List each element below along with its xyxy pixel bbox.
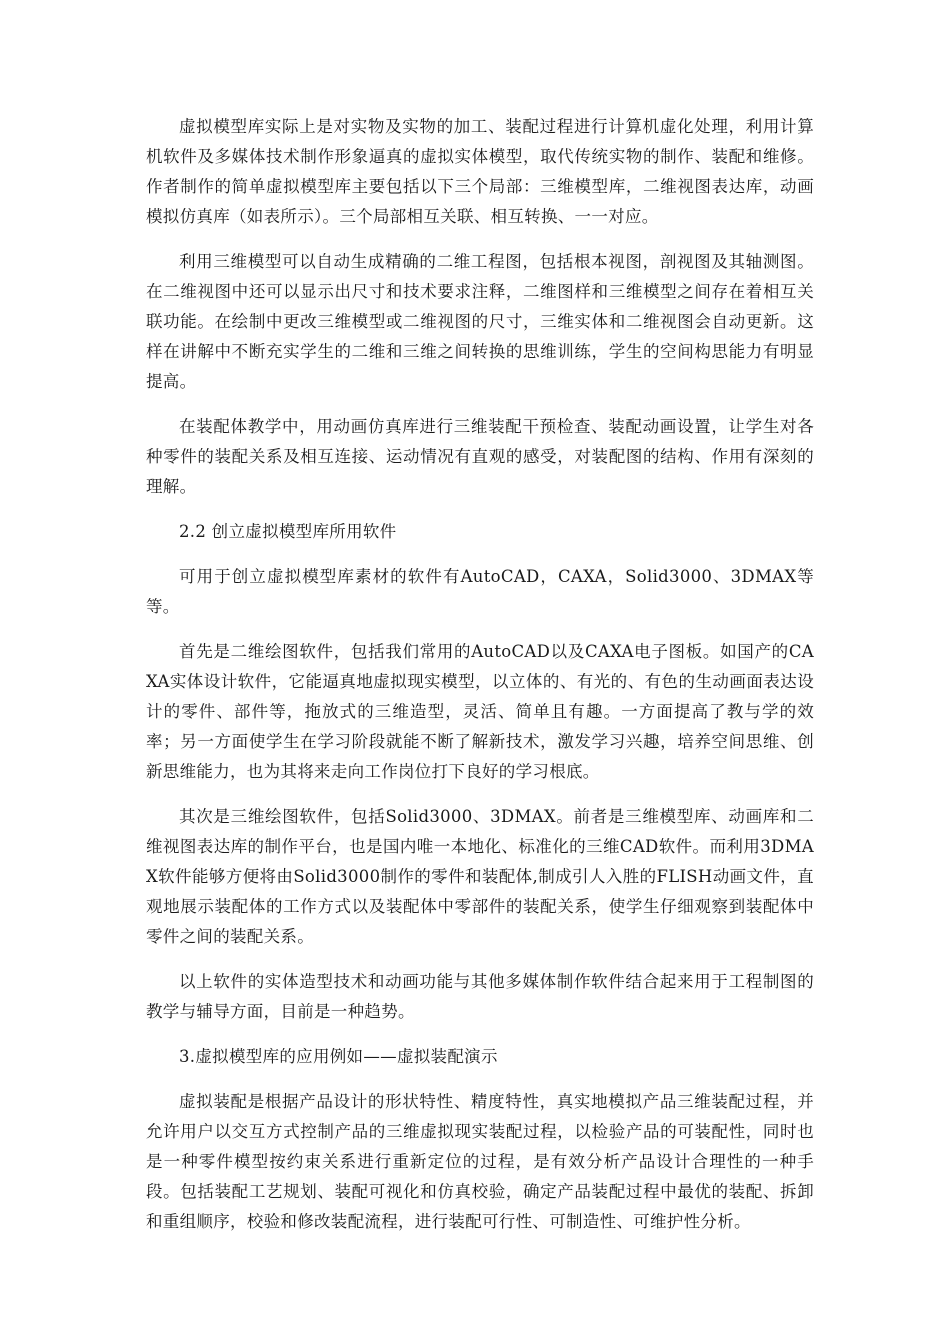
paragraph-assembly-teaching: 在装配体教学中，用动画仿真库进行三维装配干预检查、装配动画设置，让学生对各种零件的装配关系及相互连接、运动情况有直观的感受，对装配图的结构、作用有深刻的理解。 [146,417,814,496]
paragraph-software-list: 可用于创立虚拟模型库素材的软件有AutoCAD，CAXA，Solid3000、3DMAX等等。 [146,567,814,616]
section-heading-3: 3.虚拟模型库的应用例如——虚拟装配演示 [179,1047,498,1066]
paragraph-trend: 以上软件的实体造型技术和动画功能与其他多媒体制作软件结合起来用于工程制图的教学与辅导方面，目前是一种趋势。 [146,972,814,1021]
paragraph-3d-model-drawing: 利用三维模型可以自动生成精确的二维工程图，包括根本视图，剖视图及其轴测图。在二维视图中还可以显示出尺寸和技术要求注释，二维图样和三维模型之间存在着相互关联功能。在绘制中更改三维模型或二维视图的尺寸，三维实体和二维视图会自动更新。这样在讲解中不断充实学生的二维和三维之间转换的思维训练，学生的空间构思能力有明显提高。 [146,252,814,391]
paragraph-3d-software: 其次是三维绘图软件，包括Solid3000、3DMAX。前者是三维模型库、动画库和二维视图表达库的制作平台，也是国内唯一本地化、标准化的三维CAD软件。而利用3DMAX软件能够方便将由Solid3000制作的零件和装配体,制成引人入胜的FLISH动画文件，直观地展示装配体的工作方式以及装配体中零部件的装配关系，使学生仔细观察到装配体中零件之间的装配关系。 [146,807,814,946]
paragraph-virtual-assembly: 虚拟装配是根据产品设计的形状特性、精度特性，真实地模拟产品三维装配过程，并允许用户以交互方式控制产品的三维虚拟现实装配过程，以检验产品的可装配性，同时也是一种零件模型按约束关系进行重新定位的过程，是有效分析产品设计合理性的一种手段。包括装配工艺规划、装配可视化和仿真校验，确定产品装配过程中最优的装配、拆卸和重组顺序，校验和修改装配流程，进行装配可行性、可制造性、可维护性分析。 [146,1092,814,1231]
paragraph-virtual-model-library: 虚拟模型库实际上是对实物及实物的加工、装配过程进行计算机虚化处理，利用计算机软件及多媒体技术制作形象逼真的虚拟实体模型，取代传统实物的制作、装配和维修。作者制作的简单虚拟模型库主要包括以下三个局部：三维模型库，二维视图表达库，动画模拟仿真库（如表所示）。三个局部相互关联、相互转换、一一对应。 [146,117,814,226]
paragraph-2d-software: 首先是二维绘图软件，包括我们常用的AutoCAD以及CAXA电子图板。如国产的CAXA实体设计软件，它能逼真地虚拟现实模型，以立体的、有光的、有色的生动画面表达设计的零件、部件等，拖放式的三维造型，灵活、简单且有趣。一方面提高了教与学的效率；另一方面使学生在学习阶段就能不断了解新技术，激发学习兴趣，培养空间思维、创新思维能力，也为其将来走向工作岗位打下良好的学习根底。 [146,642,814,781]
section-heading-2-2: 2.2 创立虚拟模型库所用软件 [179,522,397,541]
document-body [146,112,814,1252]
